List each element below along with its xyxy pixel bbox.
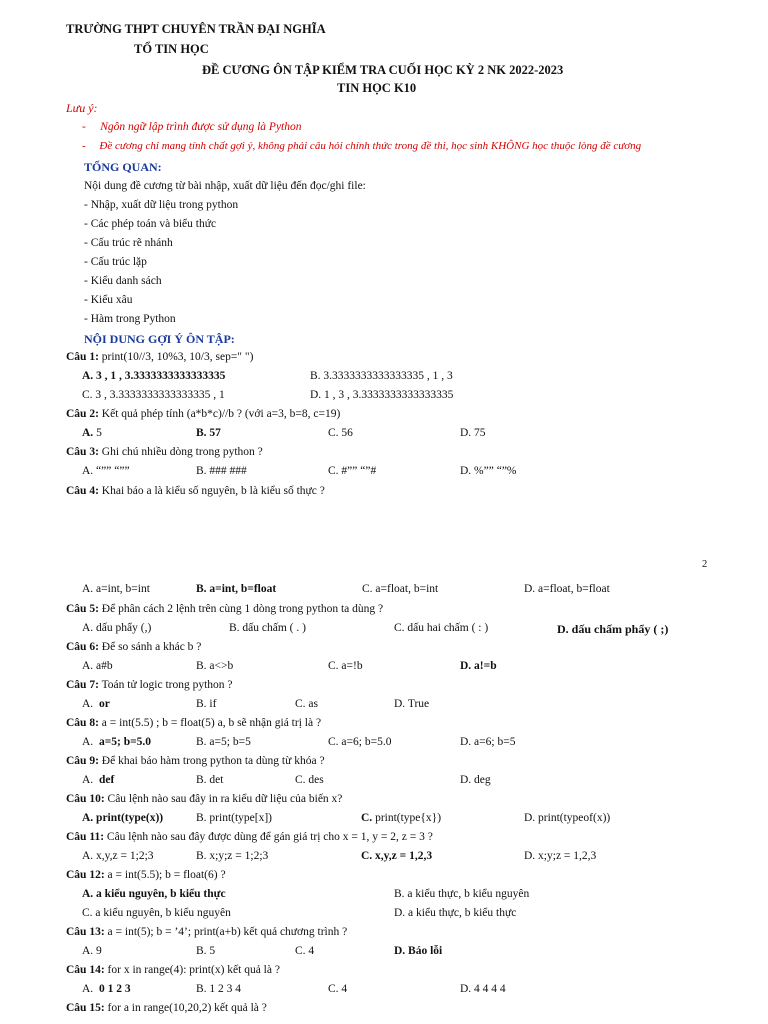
overview-item: - Cấu trúc lặp (84, 256, 147, 268)
option: D. a kiểu thực, b kiểu thực (394, 907, 517, 919)
option: A. 9 (82, 945, 102, 957)
option: B. x;y;z = 1;2;3 (196, 850, 269, 862)
option: A. def (82, 774, 115, 786)
option: D. 75 (460, 427, 486, 439)
option: D. 1 , 3 , 3.3333333333333335 (310, 389, 454, 401)
option: C. x,y,z = 1,2,3 (361, 850, 433, 862)
option: A. 3 , 1 , 3.3333333333333335 (82, 370, 226, 382)
overview-item: - Hàm trong Python (84, 313, 176, 325)
option: D. print(typeof(x)) (524, 812, 611, 824)
option: A. 5 (82, 427, 102, 439)
option: C. 4 (295, 945, 315, 957)
question: Câu 7: Toán tử logic trong python ? (66, 679, 233, 691)
option: B. print(type[x]) (196, 812, 273, 824)
question: Câu 4: Khai báo a là kiểu số nguyên, b là kiểu số thực ? (66, 485, 325, 497)
overview-item: - Nhập, xuất dữ liệu trong python (84, 199, 239, 211)
option: A. print(type(x)) (82, 812, 164, 824)
option: B. 3.3333333333333335 , 1 , 3 (310, 370, 453, 382)
option: B. 1 2 3 4 (196, 983, 242, 995)
question: Câu 13: a = int(5); b = ’4’; print(a+b) kết quả chương trình ? (66, 926, 348, 938)
option: A. dấu phẩy (,) (82, 622, 152, 634)
option: C. 3 , 3.3333333333333335 , 1 (82, 389, 225, 401)
question: Câu 8: a = int(5.5) ; b = float(5) a, b sẽ nhận giá trị là ? (66, 717, 322, 729)
option: D. a!=b (460, 660, 497, 672)
option: B. a=int, b=float (196, 583, 277, 595)
note-item: - Ngôn ngữ lập trình được sử dụng là Python (82, 121, 302, 133)
document-title: ĐỀ CƯƠNG ÔN TẬP KIỂM TRA CUỐI HỌC KỲ 2 NK 2022-2023 (202, 63, 564, 77)
option: B. if (196, 698, 217, 710)
option: A. a#b (82, 660, 113, 672)
option: A. x,y,z = 1;2;3 (82, 850, 154, 862)
option: A. a=int, b=int (82, 583, 150, 595)
overview-heading: TỔNG QUAN: (84, 160, 162, 174)
question: Câu 10: Câu lệnh nào sau đây in ra kiểu dữ liệu của biến x? (66, 793, 343, 805)
option: C. #”” “”# (328, 465, 377, 477)
option: A. a kiểu nguyên, b kiểu thực (82, 888, 226, 900)
option: B. 57 (196, 427, 221, 439)
option: C. 4 (328, 983, 348, 995)
school-name: TRƯỜNG THPT CHUYÊN TRẦN ĐẠI NGHĨA (66, 22, 326, 36)
overview-item: - Kiểu danh sách (84, 275, 162, 287)
option: B. det (196, 774, 224, 786)
option: D. %”” “”% (460, 465, 517, 477)
option: C. 56 (328, 427, 353, 439)
page-number: 2 (702, 559, 708, 570)
department-name: TỔ TIN HỌC (134, 42, 209, 56)
option: D. x;y;z = 1,2,3 (524, 850, 597, 862)
option: B. a=5; b=5 (196, 736, 251, 748)
option: A. or (82, 698, 110, 710)
option: B. dấu chấm ( . ) (229, 622, 306, 634)
note-item: - Đề cương chỉ mang tính chất gợi ý, không phải câu hỏi chính thức trong đề thi, học sinh KHÔNG học thuộc lòng đề cương (82, 140, 642, 152)
note-label: Lưu ý: (66, 101, 98, 115)
question: Câu 1: print(10//3, 10%3, 10/3, sep=" ") (66, 351, 254, 363)
option: A. 0 1 2 3 (82, 983, 131, 995)
question: Câu 9: Để khai báo hàm trong python ta dùng từ khóa ? (66, 755, 325, 767)
question: Câu 15: for a in range(10,20,2) kết quả là ? (66, 1002, 267, 1014)
question: Câu 2: Kết quả phép tính (a*b*c)//b ? (với a=3, b=8, c=19) (66, 408, 341, 420)
option: C. a kiểu nguyên, b kiểu nguyên (82, 907, 231, 919)
question: Câu 14: for x in range(4): print(x) kết quả là ? (66, 964, 280, 976)
question: Câu 5: Để phân cách 2 lệnh trên cùng 1 dòng trong python ta dùng ? (66, 603, 384, 615)
option: C. as (295, 698, 318, 710)
option: C. print(type{x}) (361, 812, 442, 824)
content-heading: NỘI DUNG GỢI Ý ÔN TẬP: (84, 332, 235, 346)
option: D. a=float, b=float (524, 583, 610, 595)
option: B. 5 (196, 945, 216, 957)
option: B. a<>b (196, 660, 234, 672)
option: C. dấu hai chấm ( : ) (394, 622, 489, 634)
option: C. des (295, 774, 324, 786)
overview-item: - Các phép toán và biểu thức (84, 218, 217, 230)
option: C. a=6; b=5.0 (328, 736, 392, 748)
overview-item: - Cấu trúc rẽ nhánh (84, 237, 173, 249)
option: D. 4 4 4 4 (460, 983, 506, 995)
option: D. a=6; b=5 (460, 736, 516, 748)
option: D. True (394, 698, 430, 710)
overview-intro: Nội dung đề cương từ bài nhập, xuất dữ liệu đến đọc/ghi file: (84, 180, 366, 192)
option: D. deg (460, 774, 491, 786)
option: B. ### ### (196, 465, 247, 477)
option: D. Báo lỗi (394, 945, 443, 957)
question: Câu 3: Ghi chú nhiều dòng trong python ? (66, 446, 263, 458)
option: C. a=float, b=int (362, 583, 439, 595)
question: Câu 11: Câu lệnh nào sau đây được dùng để gán giá trị cho x = 1, y = 2, z = 3 ? (66, 831, 433, 843)
overview-item: - Kiểu xâu (84, 294, 133, 306)
option: A. “”” “”” (82, 465, 130, 477)
option: D. dấu chấm phẩy ( ;) (557, 622, 669, 636)
document-subtitle: TIN HỌC K10 (337, 81, 417, 95)
question: Câu 6: Để so sánh a khác b ? (66, 641, 202, 653)
question: Câu 12: a = int(5.5); b = float(6) ? (66, 869, 226, 881)
option: B. a kiểu thực, b kiểu nguyên (394, 888, 530, 900)
option: C. a=!b (328, 660, 363, 672)
option: A. a=5; b=5.0 (82, 736, 152, 748)
